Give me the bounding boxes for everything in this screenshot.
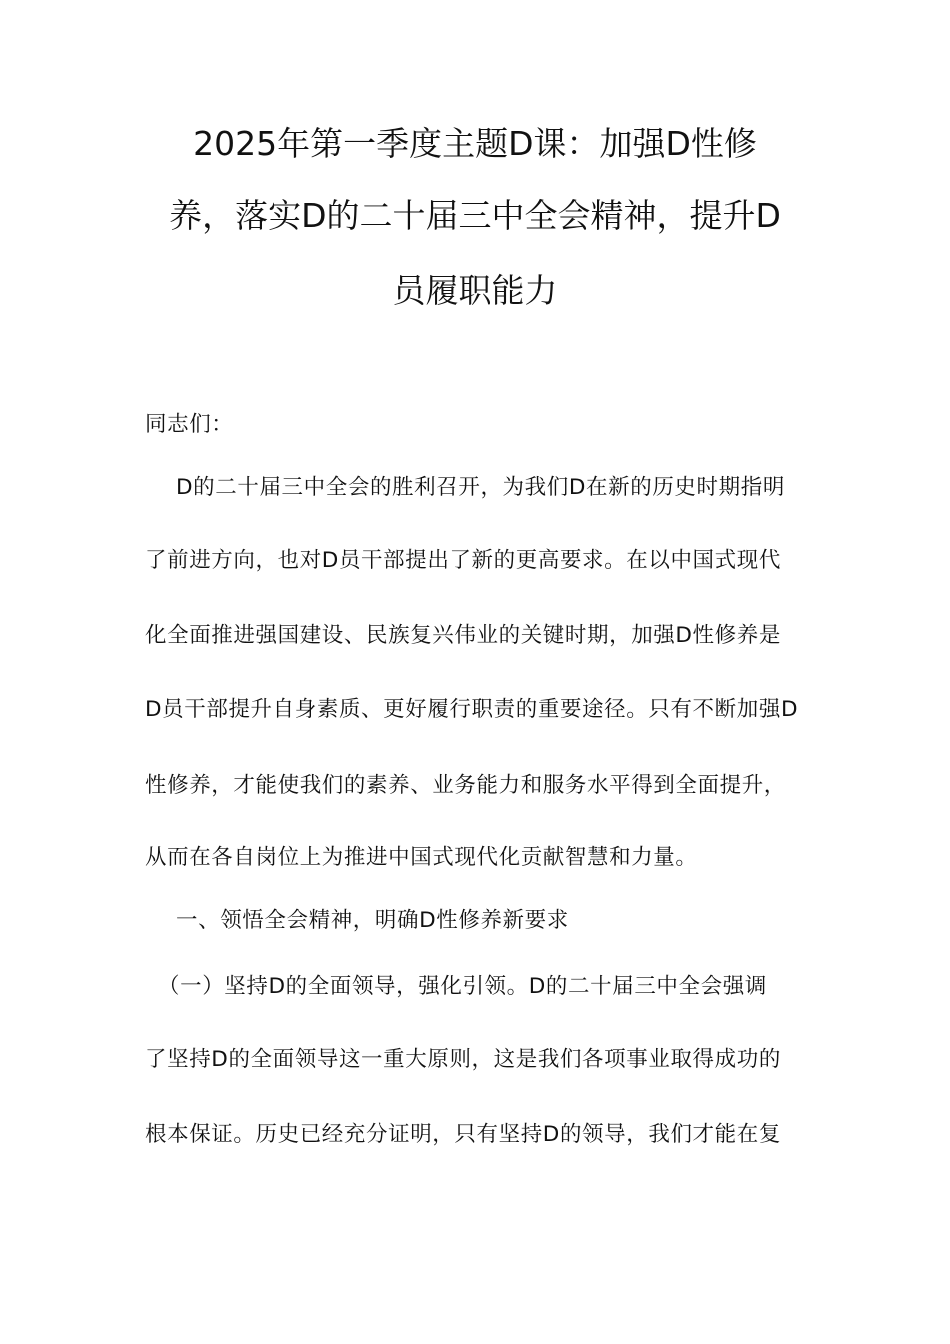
paragraph-line: 根本保证。历史已经充分证明，只有坚持D的领导，我们才能在复 <box>145 1122 781 1147</box>
paragraph-line: D的二十届三中全会的胜利召开，为我们D在新的历史时期指明 <box>176 475 785 500</box>
paragraph-line: 性修养，才能使我们的素养、业务能力和服务水平得到全面提升， <box>145 773 786 798</box>
salutation: 同志们： <box>145 412 234 437</box>
paragraph-line: （一）坚持D的全面领导，强化引领。D的二十届三中全会强调 <box>158 974 767 999</box>
paragraph-line: D员干部提升自身素质、更好履行职责的重要途径。只有不断加强D <box>145 697 799 722</box>
document-title-line: 养，落实D的二十届三中全会精神，提升D <box>169 196 781 235</box>
paragraph-line: 从而在各自岗位上为推进中国式现代化贡献智慧和力量。 <box>145 845 698 870</box>
paragraph-line: 化全面推进强国建设、民族复兴伟业的关键时期，加强D性修养是 <box>145 623 781 648</box>
document-title-line: 2025年第一季度主题D课：加强D性修 <box>193 124 757 163</box>
paragraph-line: 了坚持D的全面领导这一重大原则，这是我们各项事业取得成功的 <box>145 1047 781 1072</box>
document-title-line: 员履职能力 <box>392 271 558 310</box>
section-heading: 一、领悟全会精神，明确D性修养新要求 <box>176 908 569 933</box>
paragraph-line: 了前进方向，也对D员干部提出了新的更高要求。在以中国式现代 <box>145 548 781 573</box>
